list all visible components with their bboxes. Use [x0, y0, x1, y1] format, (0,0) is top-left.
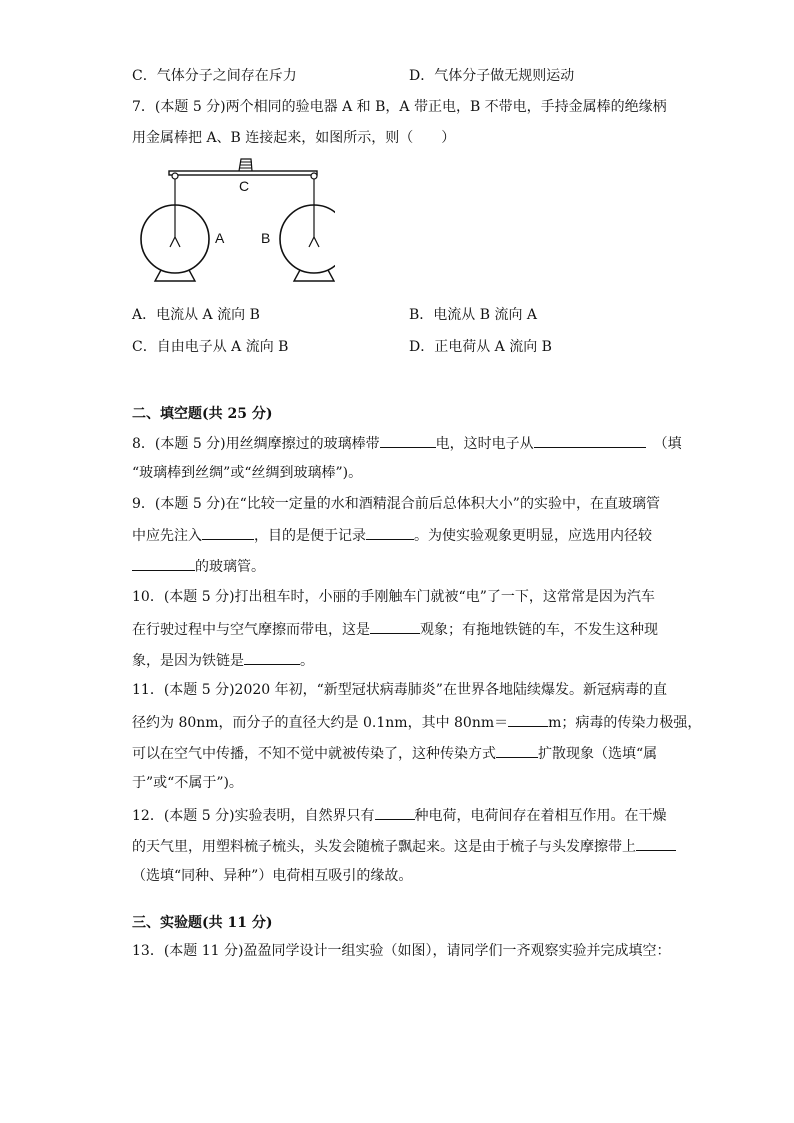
- q11-line4: 于”或“不属于”)。: [132, 775, 243, 791]
- q11-text-c: 可以在空气中传播，不知不觉中就被传染了，这种传染方式: [132, 746, 496, 762]
- q12-blank-2[interactable]: [636, 836, 676, 851]
- q8-blank-1[interactable]: [380, 433, 436, 448]
- q7-option-c: C．自由电子从 A 流向 B: [132, 339, 289, 355]
- q10-text-b: 观象；有拖地铁链的车，不发生这种现: [420, 622, 658, 638]
- q6-option-d: D．气体分子做无规则运动: [409, 68, 575, 84]
- q8-text-a: 8．(本题 5 分)用丝绸摩擦过的玻璃棒带: [132, 436, 380, 452]
- metal-rod: [169, 171, 317, 175]
- q10-line1: 10．(本题 5 分)打出租车时，小丽的手刚触车门就被“电”了一下，这常常是因为汽车: [132, 589, 655, 605]
- label-a: A: [215, 230, 225, 246]
- q7-option-d: D．正电荷从 A 流向 B: [409, 339, 552, 355]
- q8-text-c: （填: [653, 436, 682, 452]
- q9-text-b: ，目的是便于记录: [254, 528, 366, 544]
- q10-text-a: 在行驶过程中与空气摩擦而带电，这是: [132, 622, 370, 638]
- q10-line2: [132, 619, 658, 639]
- q8-line2: “玻璃棒到丝绸”或“丝绸到玻璃棒”)。: [132, 465, 363, 481]
- electroscope-diagram: [135, 155, 335, 295]
- q10-blank-1[interactable]: [370, 619, 420, 634]
- electroscope-a: [141, 173, 209, 281]
- q12-text-b: 种电荷，电荷间存在着相互作用。在干燥: [414, 808, 667, 824]
- q11-line3: [132, 743, 657, 763]
- q9-blank-2[interactable]: [366, 525, 414, 540]
- q11-blank-2[interactable]: [496, 743, 538, 758]
- q9-line3: [132, 556, 265, 576]
- q7-option-b: B．电流从 B 流向 A: [409, 307, 538, 323]
- q6-option-c: C．气体分子之间存在斥力: [132, 68, 297, 84]
- q12-text-a: 12．(本题 5 分)实验表明，自然界只有: [132, 808, 375, 824]
- q9-text-c: 。为使实验观象更明显，应选用内径较: [414, 528, 652, 544]
- q10-line3: [132, 650, 314, 670]
- label-b: B: [261, 230, 271, 246]
- electroscope-b: [280, 173, 335, 281]
- q9-blank-1[interactable]: [202, 525, 254, 540]
- q11-blank-1[interactable]: [508, 712, 548, 727]
- q7-stem-line1: 7．(本题 5 分)两个相同的验电器 A 和 B，A 带正电，B 不带电，手持金属棒的绝缘柄: [132, 99, 667, 115]
- q11-line1: 11．(本题 5 分)2020 年初，“新型冠状病毒肺炎”在世界各地陆续爆发。新冠病毒的直: [132, 682, 667, 698]
- q11-text-b: m；病毒的传染力极强，: [548, 715, 702, 731]
- q12-text-c: 的天气里，用塑料梳子梳头，头发会随梳子飘起来。这是由于梳子与头发摩擦带上: [132, 839, 636, 855]
- q9-line2: [132, 525, 652, 545]
- q8-blank-2[interactable]: [534, 433, 646, 448]
- q12-line1: [132, 805, 667, 825]
- q8-text-b: 电，这时电子从: [435, 436, 534, 452]
- insulating-handle: [239, 159, 252, 171]
- q7-stem-line2: 用金属棒把 A、B 连接起来，如图所示，则（ ）: [132, 130, 456, 146]
- q9-blank-3[interactable]: [132, 556, 195, 571]
- q11-line2: [132, 712, 701, 732]
- q11-text-d: 扩散现象（选填“属: [538, 746, 658, 762]
- q9-text-a: 中应先注入: [132, 528, 202, 544]
- label-c: C: [239, 178, 250, 194]
- q10-text-c: 象，是因为铁链是: [132, 653, 244, 669]
- q9-line1: 9．(本题 5 分)在“比较一定量的水和酒精混合前后总体积大小”的实验中，在直玻璃管: [132, 496, 660, 512]
- q12-line3: （选填“同种、异种”）电荷相互吸引的缘故。: [132, 868, 413, 884]
- q11-text-a: 径约为 80nm，而分子的直径大约是 0.1nm，其中 80nm＝: [132, 715, 509, 731]
- q12-blank-1[interactable]: [375, 805, 415, 820]
- q7-option-a: A．电流从 A 流向 B: [132, 307, 260, 323]
- q10-text-d: 。: [300, 653, 314, 669]
- section-3-title: 三、实验题(共 11 分): [132, 915, 273, 931]
- q8-line1: [132, 433, 682, 453]
- q10-blank-2[interactable]: [244, 650, 300, 665]
- q13-line1: 13．(本题 11 分)盈盈同学设计一组实验（如图），请同学们一齐观察实验并完成填空：: [132, 943, 671, 959]
- q9-text-d: 的玻璃管。: [195, 559, 265, 575]
- q12-line2: [132, 836, 676, 856]
- section-2-title: 二、填空题(共 25 分): [132, 406, 273, 422]
